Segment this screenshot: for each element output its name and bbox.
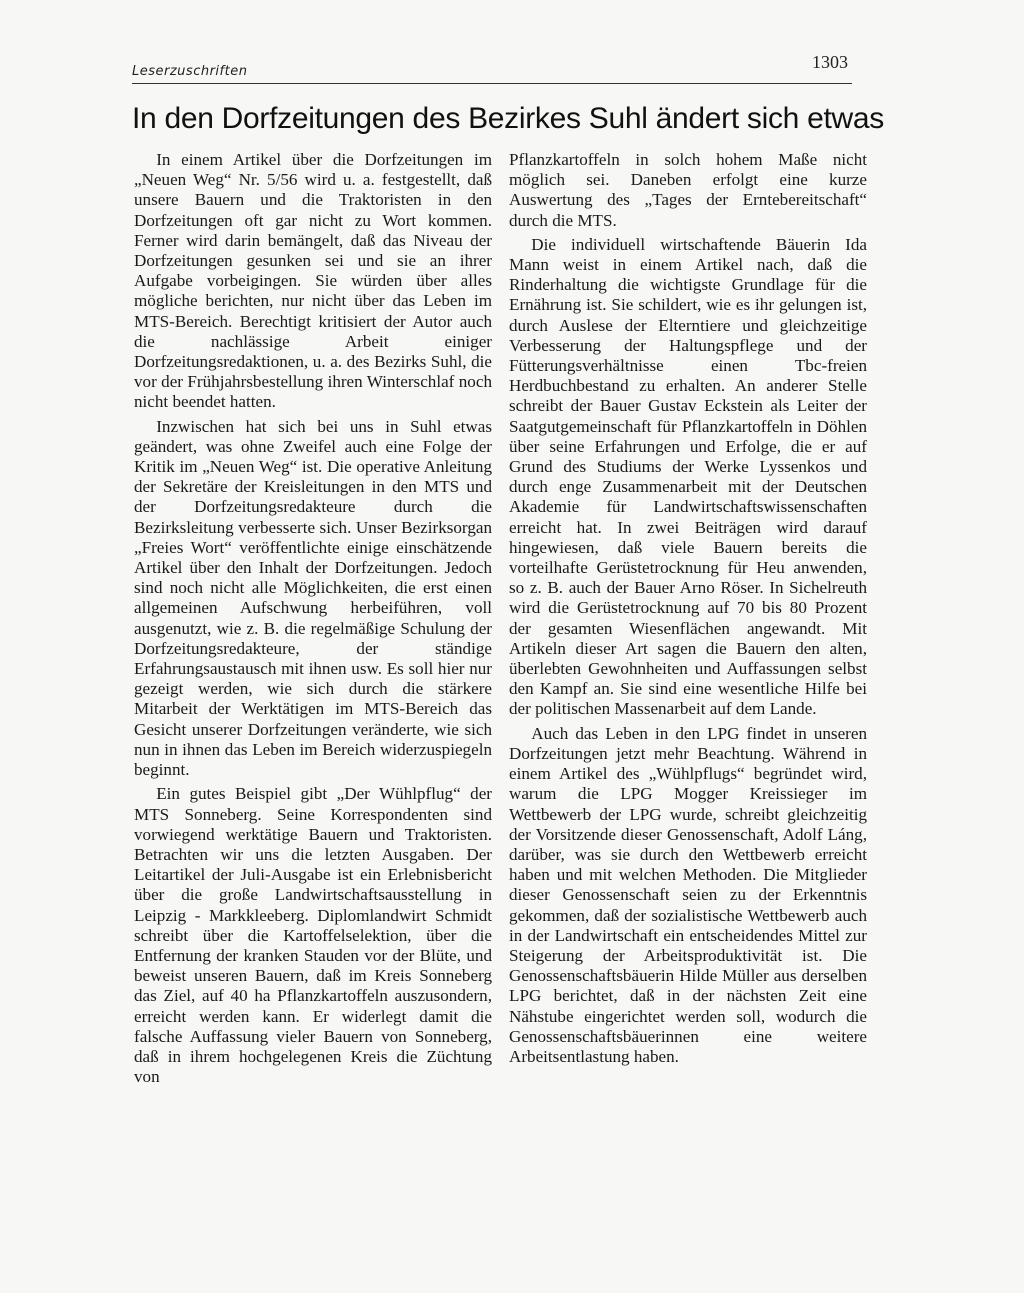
paragraph: Inzwischen hat sich bei uns in Suhl etwas geändert, was ohne Zweifel auch eine Folge der Kritik im „Neuen Weg“ ist. Die operative Anleitung der Sekretäre der Kreisleitungen in den MTS und der Dorfzeitungsredakteure durch die Bezirksleitung verbesserte sich. Unser Bezirksorgan „Freies Wort“ veröffentlichte einige einschätzende Artikel über den Inhalt der Dorfzeitungen. Jedoch sind noch nicht alle Möglichkeiten, die erst einen allgemeinen Aufschwung herbeiführen, voll ausgenutzt, wie z. B. die regelmäßige Schulung der Dorfzeitungsredakteure, der ständige Erfahrungsaustausch mit ihnen usw. Es soll hier nur gezeigt werden, wie sich durch die stärkere Mitarbeit der Werktätigen im MTS-Bereich das Gesicht unserer Dorfzeitungen veränderte, wie sich nun in ihnen das Leben im Bereich widerzuspiegeln beginnt. [134, 416, 492, 780]
header-rule [132, 83, 852, 84]
page-number: 1303 [812, 52, 848, 72]
paragraph: Pflanzkartoffeln in solch hohem Maße nicht möglich sei. Daneben erfolgt eine kurze Auswertung des „Tages der Erntebereitschaft“ durch die MTS. [509, 150, 867, 230]
right-column [509, 150, 867, 1067]
paragraph: Auch das Leben in den LPG findet in unseren Dorfzeitungen jetzt mehr Beachtung. Während in einem Artikel des „Wühlpflugs“ begründet wird, warum die LPG Mogger Kreissieger im Wettbewerb der LPG wurde, schreibt gleichzeitig der Vorsitzende dieser Genossenschaft, Adolf Láng, darüber, was sie durch den Wettbewerb erreicht haben und mit welchen Methoden. Die Mitglieder dieser Genossenschaft seien zu der Erkenntnis gekommen, daß der sozialistische Wettbewerb auch in der Landwirtschaft ein entscheidendes Mittel zur Steigerung der Arbeitsproduktivität ist. Die Genossenschaftsbäuerin Hilde Müller aus derselben LPG berichtet, daß in der nächsten Zeit eine Nähstube eingerichtet werden soll, wodurch die Genossenschaftsbäuerinnen eine weitere Arbeitsentlastung haben. [509, 723, 867, 1066]
paragraph: Die individuell wirtschaftende Bäuerin Ida Mann weist in einem Artikel nach, daß die Rinderhaltung die wichtigste Grundlage für die Ernährung ist. Sie schildert, wie es ihr gelungen ist, durch Auslese der Elterntiere und gleichzeitige Verbesserung der Haltungspflege und der Fütterungsverhältnisse einen Tbc-freien Herdbuchbestand zu erhalten. An anderer Stelle schreibt der Bauer Gustav Eckstein als Leiter der Saatgutgemeinschaft für Pflanzkartoffeln in Döhlen über seine Erfahrungen und Erfolge, die er auf Grund des Studiums der Werke Lyssenkos und durch enge Zusammenarbeit mit der Deutschen Akademie für Landwirtschaftswissenschaften erreicht hat. In zwei Beiträgen wird darauf hingewiesen, daß viele Bauern bereits die vorteilhafte Gerüstetrocknung für Heu anwenden, so z. B. auch der Bauer Arno Röser. In Sichelreuth wird die Gerüstetrocknung auf 70 bis 80 Prozent der gesamten Wiesenflächen angewandt. Mit Artikeln dieser Art sagen die Bauern den alten, überlebten Gewohnheiten und Auffassungen selbst den Kampf an. Sie sind eine wesentliche Hilfe bei der politischen Massenarbeit auf dem Lande. [509, 234, 867, 719]
paragraph: In einem Artikel über die Dorfzeitungen im „Neuen Weg“ Nr. 5/56 wird u. a. festgestellt, daß unsere Bauern und die Traktoristen in den Dorfzeitungen oft gar nicht zu Wort kommen. Ferner wird darin bemängelt, daß das Niveau der Dorfzeitungen gesunken sei und sie an ihrer Aufgabe vorbeigingen. Sie würden über alles mögliche berichten, nur nicht über das Leben im MTS-Bereich. Berechtigt kritisiert der Autor auch die nachlässige Arbeit einiger Dorfzeitungsredaktionen, u. a. des Bezirks Suhl, die vor der Frühjahrsbestellung ihren Winterschlaf noch nicht beendet hatten. [134, 150, 492, 412]
article-title: In den Dorfzeitungen des Bezirkes Suhl ändert sich etwas [132, 102, 884, 135]
running-head: Leserzuschriften [132, 64, 248, 79]
left-column [134, 150, 492, 1087]
paragraph: Ein gutes Beispiel gibt „Der Wühlpflug“ der MTS Sonneberg. Seine Korrespondenten sind vorwiegend werktätige Bauern und Traktoristen. Betrachten wir uns die letzten Ausgaben. Der Leitartikel der Juli-Ausgabe ist ein Erlebnisbericht über die große Landwirtschaftsausstellung in Leipzig - Markkleeberg. Diplomlandwirt Schmidt schreibt über die Kartoffelselektion, über die Entfernung der kranken Stauden vor der Blüte, und beweist unseren Bauern, daß im Kreis Sonneberg das Ziel, auf 40 ha Pflanzkartoffeln auszusondern, erreicht werden kann. Er widerlegt damit die falsche Auffassung vieler Bauern von Sonneberg, daß in ihrem hochgelegenen Kreis die Züchtung von [134, 784, 492, 1087]
